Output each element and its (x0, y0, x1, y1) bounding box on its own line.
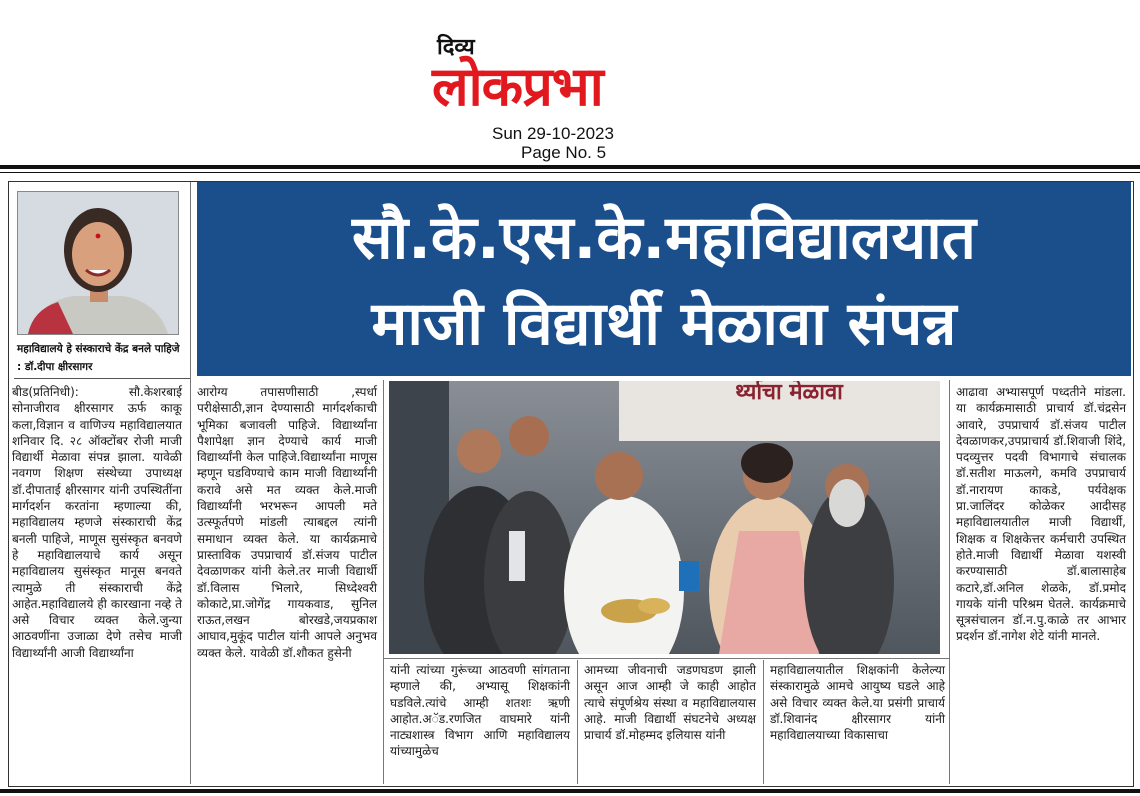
portrait-photo (17, 191, 179, 335)
column-divider (763, 660, 764, 784)
issue-date: Sun 29-10-2023 (492, 124, 614, 143)
masthead-rule (0, 165, 1140, 169)
column-5-text: महाविद्यालयातील शिक्षकांनी केलेल्या संस्कारामुळे आमचे आयुष्य घडले आहे असे विचार व्यक्त केले.या प्रसंगी प्राचार्य डॉ.शिवानंद क्षीरसागर यांनी महाविद्यालयाच्या विकासाचा (770, 663, 945, 743)
headline-line-1: सौ.के.एस.के.महाविद्यालयात (352, 203, 976, 273)
article-column-5 (770, 662, 945, 743)
page-number: Page No. 5 (521, 143, 607, 162)
photo-bottom-rule (383, 658, 949, 659)
page-bottom-rule (0, 789, 1140, 793)
column-divider (383, 380, 384, 784)
article-column-2 (197, 384, 377, 661)
event-photo (389, 381, 940, 654)
column-3-text: यांनी त्यांच्या गुरूंच्या आठवणी सांगताना म्हणाले की, अभ्यासू शिक्षकांनी घडविले.त्यांचे आम्ही शतशः ऋणी आहोत.अॅड.रणजित वाघमारे यांनी नाट्यशास्त्र विभाग आणि महाविद्यालय यांच्यामुळेच (390, 663, 570, 759)
masthead-rule-thin (0, 172, 1140, 173)
headline-line-2: माजी विद्यार्थी मेळावा संपन्न (371, 289, 957, 359)
article-column-1 (12, 384, 182, 661)
article-column-6 (956, 384, 1126, 645)
column-1-text: बीड(प्रतिनिधी): सौ.केशरबाई सोनाजीराव क्षीरसागर ऊर्फ काकू कला,विज्ञान व वाणिज्य महाविद्यालयात शनिवार दि. २८ ऑक्टोंबर रोजी माजी विद्यार्थी मेळावा संपन्न झाला. यावेळी नवगण शिक्षण संस्थेच्या उपाध्यक्ष डॉ.दीपाताई क्षीरसागर यांनी उपस्थितींना मार्गदर्शन करतांना म्हणाल्या की, महाविद्यालय म्हणजे संस्काराची केंद्र बनली पाहिजे, माणूस सुसंस्कृत बनवणे हे महाविद्यालयाचे कार्य असून महाविद्यालय सुसंस्कृत मानूस बनवते त्यामुळे ती संस्काराची केंद्रे आहेत.महाविद्यालये ही कारखाना नव्हे ते असे विचार व्यक्त केले.जुन्या आठवणींना उजाळा देणे तसेच माजी विद्यार्थ्यांनी आजी विद्यार्थ्यांना (12, 385, 182, 660)
column-6-text: आढावा अभ्यासपूर्ण पध्दतीने मांडला. या कार्यक्रमासाठी प्राचार्य डॉ.चंद्रसेन आवारे, उपप्राचार्य डॉ.संजय पाटील देवळाणकर,उपप्राचार्य डॉ.शिवाजी शिंदे, पदव्युत्तर पदवी विभागाचे संचालक डॉ.सतीश माऊलगे, कमवि उपप्राचार्य डॉ.नारायण काकडे, पर्यवेक्षक प्रा.जालिंदर कोळेकर आदीसह महाविद्यालयातील माजी विद्यार्थी, शिक्षक व शिक्षकेत्तर कर्मचारी उपस्थित होते.माजी विद्यार्थी मेळावा यशस्वी करण्यासाठी डॉ.बालासाहेब कटारे,डॉ.अनिल शेळके, डॉ.प्रमोद गायके यांनी परिश्रम घेतले. कार्यक्रमाचे सूत्रसंचालन डॉ.न.पु.काळे तर आभार प्रदर्शन डॉ.नागेश शेटे यांनी मानले. (956, 385, 1126, 644)
portrait-caption: महाविद्यालये हे संस्काराचे केंद्र बनले पाहिजे : डॉ.दीपा क्षीरसागर (17, 343, 180, 373)
masthead-prefix: दिव्य (437, 35, 475, 60)
logo-text: लोकप्रभा (432, 55, 603, 118)
article-column-3 (390, 662, 570, 760)
article-column-4 (584, 662, 756, 743)
headline-banner (197, 182, 1131, 376)
caption-rule (14, 378, 190, 379)
column-2-text: आरोग्य तपासणीसाठी ,स्पर्धा परीक्षेसाठी,ज्ञान देण्यासाठी मार्गदर्शकाची भूमिका बजावली पाहिजे. विद्यार्थ्यांना पैशापेक्षा ज्ञान देण्याचे कार्य माजी विद्यार्थ्यांनी केल पाहिजे.विद्यार्थ्यांना माणूस म्हणून घडविण्याचे काम माजी विद्यार्थ्यांनी करावे असे मत व्यक्त केले.माजी विद्यार्थ्यांनी भरभरून आपली मते उत्स्फूर्तपणे मांडली त्याबद्दल त्यांनी समाधान व्यक्त केले. या कार्यक्रमाचे प्रास्ताविक उपप्राचार्य डॉ.संजय पाटील देवळाणकर यांनी केले.तर माजी विद्यार्थी डॉ.विलास भिलारे, सिध्देश्वरी कोकाटे,प्रा.जोगेंद्र गायकवाड, सुनिल राऊत,लखन बोरखडे,जयप्रकाश आघाव,मुकूंद पाटील यांनी आपले अनुभव व्यक्त केले. यावेळी डॉ.शौकत हुसेनी (197, 385, 377, 660)
newspaper-logo (432, 54, 700, 124)
photo-stage-banner-text: र्थ्याचा मेळावा (735, 381, 843, 405)
column-divider (949, 380, 950, 784)
masthead (0, 0, 1140, 168)
column-divider (190, 182, 191, 784)
column-divider (577, 660, 578, 784)
column-4-text: आमच्या जीवनाची जडणघडण झाली असून आज आम्ही जे काही आहोत त्याचे संपूर्णश्रेय संस्था व महाविद्यालयास आहे. माजी विद्यार्थी संघटनेचे अध्यक्ष प्राचार्य डॉ.मोहम्मद इलियास यांनी (584, 663, 756, 743)
